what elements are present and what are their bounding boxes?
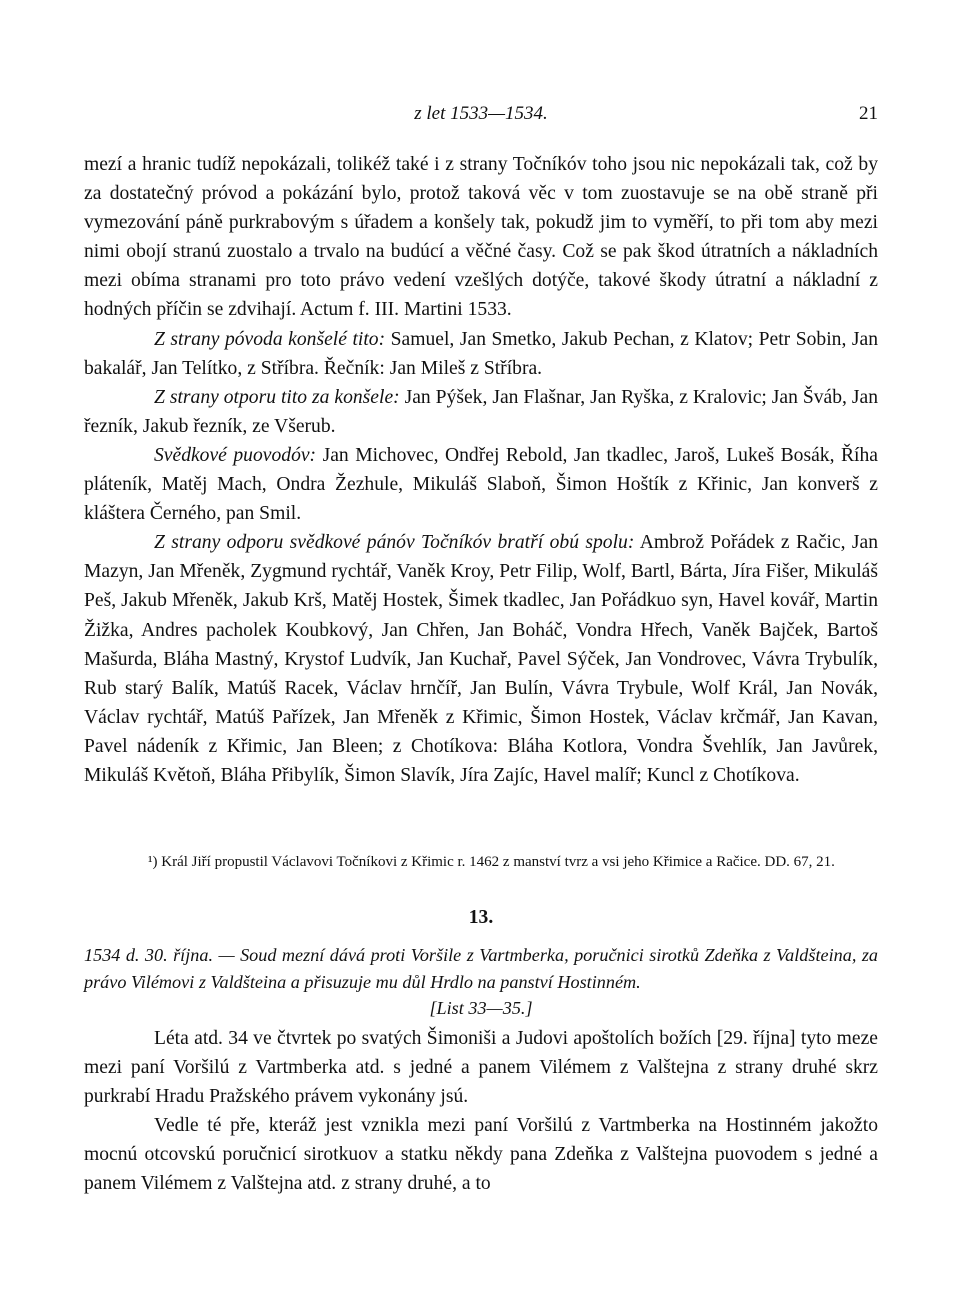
defendant-witnesses-list: Ambrož Pořádek z Račic, Jan Mazyn, Jan Mřeněk, Zygmund rychtář, Vaněk Kroy, Petr Filip, Wolf, Bartl, Bárta, Jíra Fišer, Mikuláš Peš, Jakub Mřeněk, Jakub Krš, Matěj Hostek, Šimek tkadlec, Jan Pořádkuo syn, Havel kovář, Martin Žižka, Andres pacholek Koubkový, Jan Chřen, Jan Boháč, Vondra Hřech, Vaněk Bajček, Bartoš Mašurda, Bláha Mastný, Krystof Ludvík, Jan Kuchař, Pavel Sýček, Jan Vondrovec, Vávra Trybulík, Rub starý Balík, Matúš Racek, Václav hrnčíř, Jan Bulín, Vávra Trybule, Wolf Král, Jan Novák, Václav rychtář, Matúš Pařízek, Jan Mřeněk z Křimic, Šimon Hostek, Václav krčmář, Jan Kavan, Pavel nádeník z Křimic, Jan Bleen; z Chotíkova: Bláha Kotlora, Vondra Švehlík, Jan Javůrek, Mikuláš Květoň, Bláha Přibylík, Šimon Slavík, Jíra Zajíc, Havel malíř; Kuncl z Chotíkova. [84,532,878,786]
paragraph-defendant-councillors [84,383,878,441]
defendant-councillors-label: Z strany otporu tito za konšele: [154,386,400,408]
footnote-marker: ¹) [148,854,158,870]
document-text [84,1024,878,1199]
document-number: 13. [468,907,494,928]
page-number: 21 [859,103,878,124]
source-reference: [List 33—35.] [429,998,533,1018]
paragraph-plaintiff-councillors [84,325,878,383]
footnote [84,851,878,874]
document-paragraph-2: Vedle té pře, kteráž jest vznikla mezi paní Voršilú z Vartmberka na Hostinném jakožto mocnú otcovskú poručnicí sirotkuov a statku někdy pana Zdeňka z Valštejna puovodem s jedné a panem Vilémem z Valštejna atd. z strany druhé, a to [84,1115,878,1195]
document-paragraph-1: Léta atd. 34 ve čtvrtek po svatých Šimoniši a Judovi apoštolích božích [29. října] tyto meze mezi paní Voršilú z Vartmberka atd. s jedné a panem Vilémem z Valštejna z strany druhé skrz purkrabí Hradu Pražského právem vykonány jsú. [84,1028,878,1108]
footnote-text: Král Jiří propustil Václavovi Točníkovi z Křimic r. 1462 z manství tvrz a vsi jeho Křimice a Račice. DD. 67, 21. [157,854,835,870]
regest-text: 1534 d. 30. října. — Soud mezní dává proti Voršile z Vartmberka, poručnici sirotků Zdeňka z Valdšteina, za právo Vilémovi z Valdšteina a přisuzuje mu důl Hrdlo na panství Hostinném. [84,945,878,992]
paragraph-plaintiff-witnesses [84,441,878,528]
plaintiff-councillors-label: Z strany póvoda konšelé tito: [154,328,386,350]
running-title: z let 1533—1534. [414,103,548,124]
plaintiff-witnesses-label: Svědkové puovodóv: [154,444,317,466]
main-text [84,150,878,790]
plaintiff-councillors-list: Samuel, Jan Smetko, Jakub Pechan, z Klatov; Petr Sobin, Jan bakalář, Jan Telítko, z Stříbra. Řečník: Jan Mileš z Stříbra. [84,328,879,379]
page-header [84,103,878,131]
defendant-councillors-list: Jan Pýšek, Jan Flašnar, Jan Ryška, z Kralovic; Jan Šváb, Jan řezník, Jakub řezník, ze Všerub. [84,386,878,437]
paragraph-defendant-witnesses [84,528,878,790]
defendant-witnesses-label: Z strany odporu svědkové pánóv Točníkóv bratří obú spolu: [154,532,635,554]
document-regest [84,942,878,1022]
plaintiff-witnesses-list: Jan Michovec, Ondřej Rebold, Jan tkadlec, Jaroš, Lukeš Bosák, Říha pláteník, Matěj Mach, Ondra Žezhule, Mikuláš Slaboň, Šimon Hoštík z Křinic, Jan konverš z kláštera Černého, pan Smil. [84,444,878,525]
paragraph-continuation: mezí a hranic tudíž nepokázali, tolikéž také i z strany Točníkóv toho jsou nic nepokázali tak, což by za dostatečný próvod a pokázání bylo, protož taková věc v tom zuostavuje se na obě straně při vymezování páně purkrabovým s úřadem a konšely tak, pokudž jim to vyměří, to při tom aby mezi nimi obojí stranú zuostalo a trvalo na budúcí a věčné časy. Což se pak škod útratních a nákladních mezi obíma stranami pro toto právo vedení vzešlých dotýče, takové škody útratní a nákladní z hodných příčin se zdvihají. Actum f. III. Martini 1533. [84,154,878,321]
